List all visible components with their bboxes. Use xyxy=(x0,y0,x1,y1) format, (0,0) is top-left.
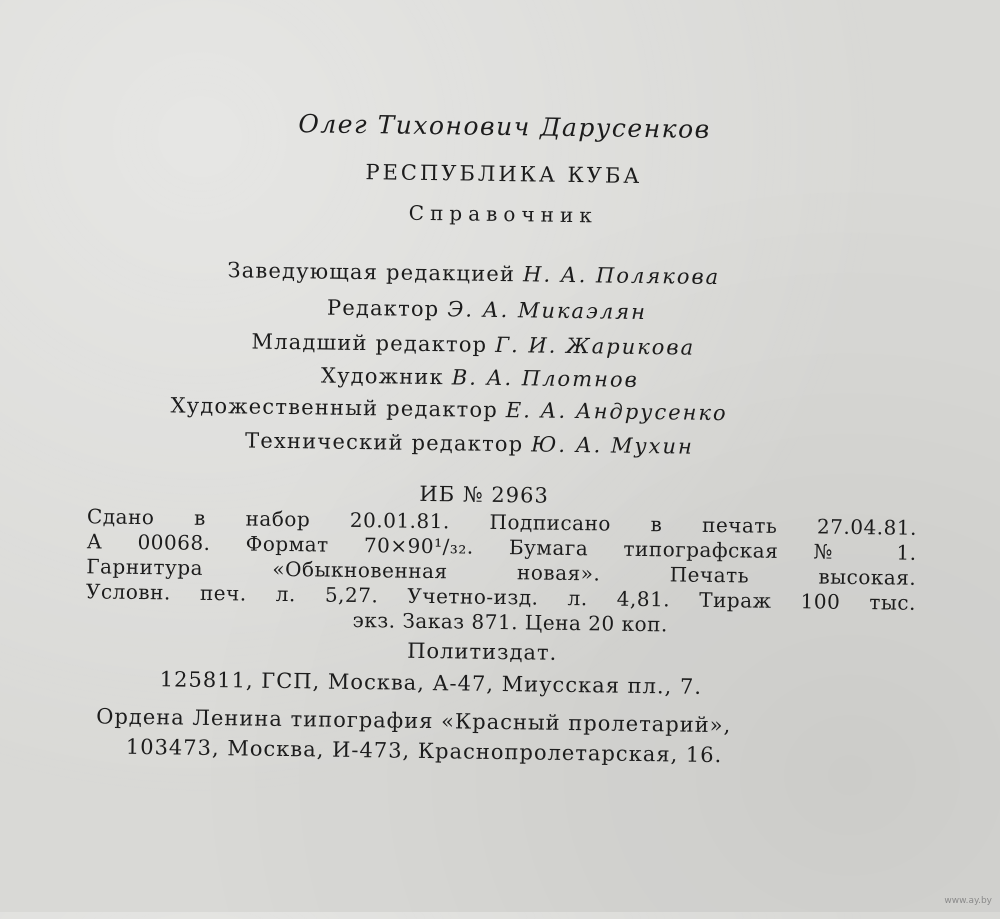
printer-name: Ордена Ленина типография «Красный пролетарий», xyxy=(96,704,732,738)
book-subtitle: Справочник xyxy=(408,200,598,228)
publisher-name: Политиздат. xyxy=(407,638,558,665)
book-title: РЕСПУБЛИКА КУБА xyxy=(365,160,643,188)
credit-role: Редактор xyxy=(326,295,440,322)
credit-person: Г. И. Жарикова xyxy=(495,332,696,360)
credit-role: Заведующая редакцией xyxy=(227,258,516,287)
credit-line xyxy=(245,428,694,458)
imprint-line: Сдано в набор 20.01.81. Подписано в печать 27.04.81. xyxy=(86,504,918,540)
credit-person: Ю. А. Мухин xyxy=(531,432,694,459)
ib-number: ИБ № 2963 xyxy=(419,481,549,508)
credit-person: Е. А. Андрусенко xyxy=(505,398,728,426)
publisher-address: 125811, ГСП, Москва, А-47, Миусская пл., 7. xyxy=(159,667,703,699)
credit-role: Художественный редактор xyxy=(170,393,499,422)
author-name: Олег Тихонович Дарусенков xyxy=(298,109,711,144)
credit-line xyxy=(327,296,647,324)
credit-person: Н. А. Полякова xyxy=(522,262,721,290)
credit-person: В. А. Плотнов xyxy=(451,365,639,392)
credit-person: Э. А. Микаэлян xyxy=(447,297,648,325)
printer-address: 103473, Москва, И-473, Краснопролетарская, 16. xyxy=(125,734,723,768)
imprint-line: А 00068. Формат 70×90¹/₃₂. Бумага типографская № 1. xyxy=(86,529,917,565)
credit-line xyxy=(251,330,695,360)
imprint-line: Гарнитура «Обыкновенная новая». Печать высокая. xyxy=(86,554,917,590)
watermark: www.ay.by xyxy=(944,896,992,906)
credit-line xyxy=(227,258,720,289)
credit-line xyxy=(170,393,727,425)
imprint-line: Условн. печ. л. 5,27. Учетно-изд. л. 4,81. Тираж 100 тыс. xyxy=(85,579,917,615)
credit-role: Художник xyxy=(320,363,445,390)
imprint-line: экз. Заказ 871. Цена 20 коп. xyxy=(352,607,668,637)
credit-role: Младший редактор xyxy=(251,329,488,357)
credit-line xyxy=(321,363,639,391)
credit-role: Технический редактор xyxy=(244,428,524,457)
